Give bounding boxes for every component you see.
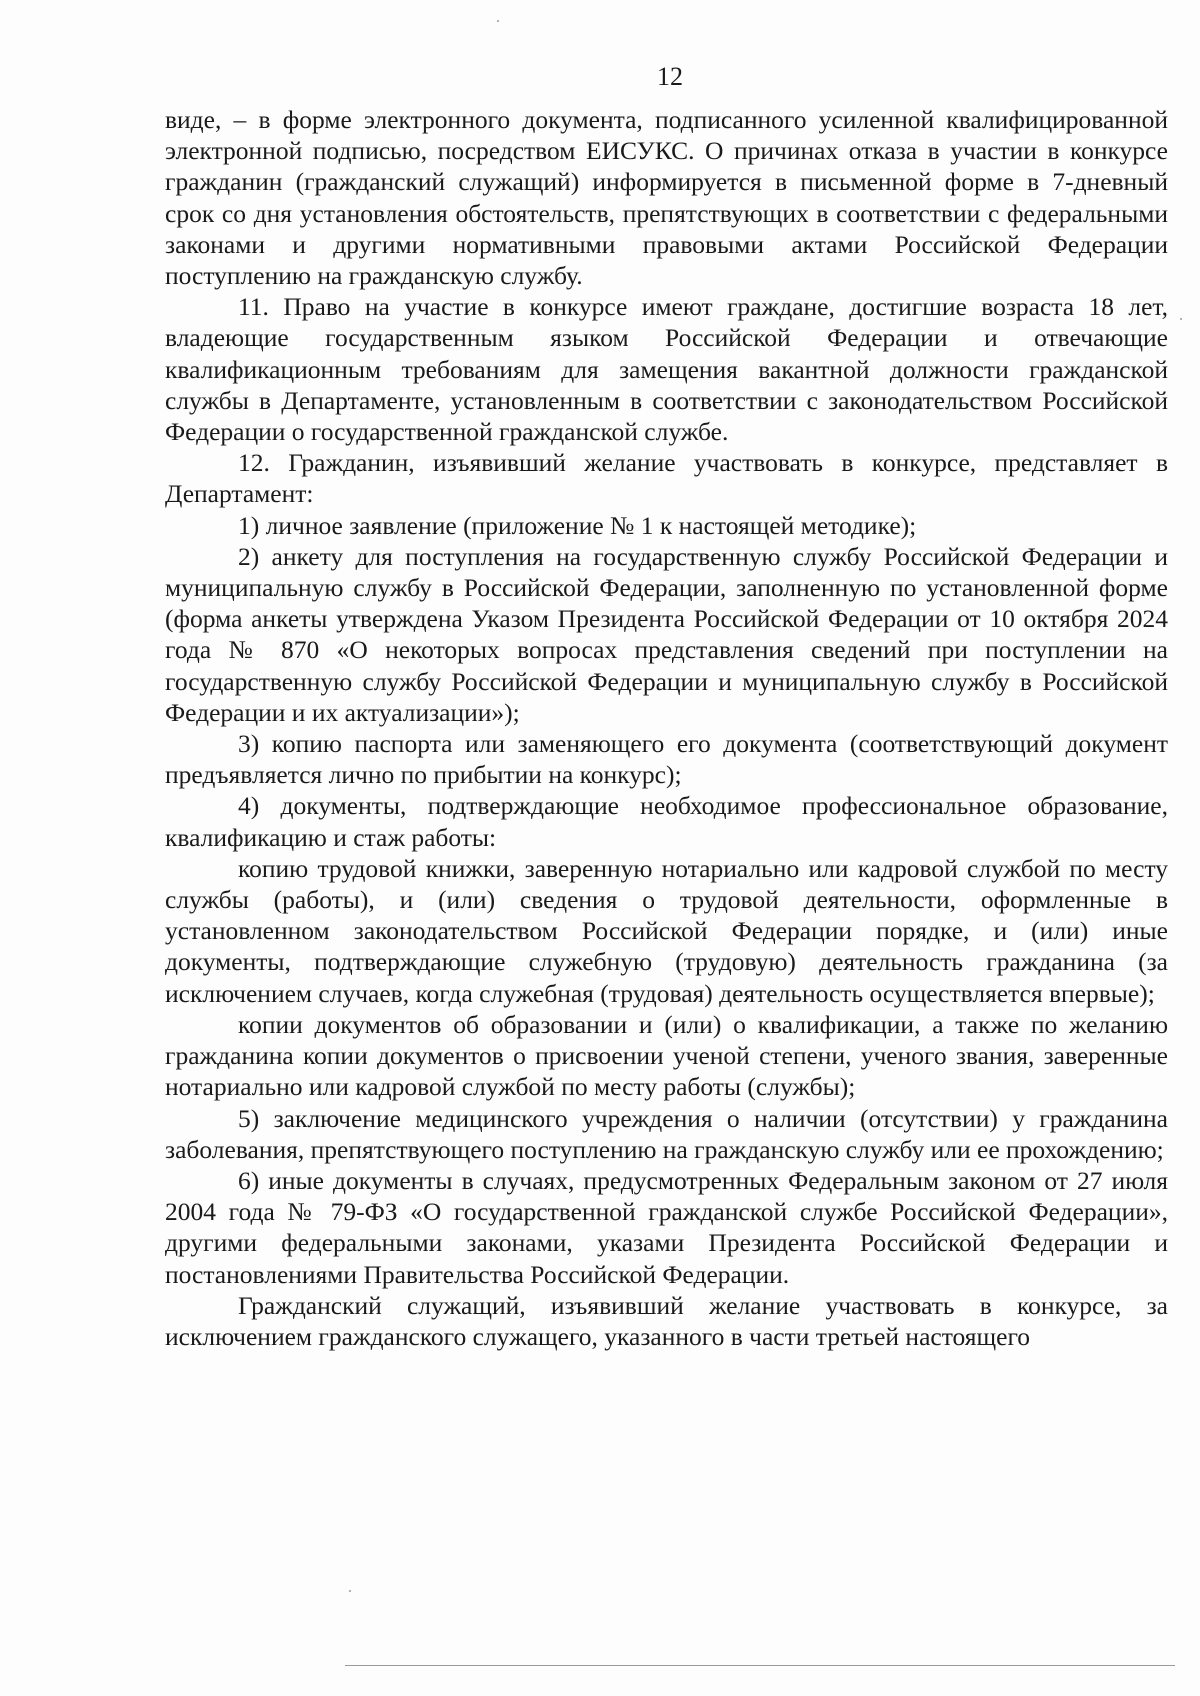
paragraph-continuation: виде, – в форме электронного документа, подписанного усиленной квалифицированной электронной подписью, посредством ЕИСУКС. О причинах отказа в участии в конкурсе гражданин (гражданский служащий) информируется в письменной форме в 7-дневный срок со дня установления обстоятельств, препятствующих в соответствии с федеральными законами и другими нормативными правовыми актами Российской Федерации поступлению на гражданскую службу. xyxy=(165,105,1168,291)
list-item-2: 2) анкету для поступления на государственную службу Российской Федерации и муниципальную службу в Российской Федерации, заполненную по установленной форме (форма анкеты утверждена Указом Президента Российской Федерации от 10 октября 2024 года № 870 «О некоторых вопросах представления сведений при поступлении на государственную службу Российской Федерации и муниципальную службу в Российской Федерации и их актуализации»); xyxy=(165,541,1168,727)
list-item-5: 5) заключение медицинского учреждения о наличии (отсутствии) у гражданина заболевания, препятствующего поступлению на гражданскую службу или ее прохождению; xyxy=(165,1103,1168,1164)
scan-speck xyxy=(1180,318,1182,320)
page-number: 12 xyxy=(657,62,683,91)
list-item-3: 3) копию паспорта или заменяющего его документа (соответствующий документ предъявляется лично по прибытии на конкурс); xyxy=(165,729,1168,790)
list-item-6: 6) иные документы в случаях, предусмотренных Федеральным законом от 27 июля 2004 года № 79-ФЗ «О государственной гражданской службе Российской Федерации», другими федеральными законами, указами Президента Российской Федерации и постановлениями Правительства Российской Федерации. xyxy=(165,1165,1168,1289)
list-item-4: 4) документы, подтверждающие необходимое профессиональное образование, квалификацию и стаж работы: xyxy=(165,791,1168,852)
document-body xyxy=(165,104,1168,1352)
list-item-4-education-copies: копии документов об образовании и (или) о квалификации, а также по желанию гражданина копии документов о присвоении ученой степени, ученого звания, заверенные нотариально или кадровой службой по месту работы (службы); xyxy=(165,1009,1168,1102)
scan-speck xyxy=(497,20,499,22)
list-item-1: 1) личное заявление (приложение № 1 к настоящей методике); xyxy=(238,510,917,540)
bottom-rule-line xyxy=(345,1665,1175,1666)
paragraph-item-12: 12. Гражданин, изъявивший желание участвовать в конкурсе, представляет в Департамент: xyxy=(165,448,1168,509)
paragraph-item-11: 11. Право на участие в конкурсе имеют граждане, достигшие возраста 18 лет, владеющие государственным языком Российской Федерации и отвечающие квалификационным требованиям для замещения вакантной должности гражданской службы в Департаменте, установленным в соответствии с законодательством Российской Федерации о государственной гражданской службе. xyxy=(165,292,1168,447)
list-item-4-labor-records: копию трудовой книжки, заверенную нотариально или кадровой службой по месту службы (работы), и (или) сведения о трудовой деятельности, оформленные в установленном законодательством Российской Федерации порядке, и (или) иные документы, подтверждающие служебную (трудовую) деятельность гражданина (за исключением случаев, когда служебная (трудовая) деятельность осуществляется впервые); xyxy=(165,853,1168,1008)
paragraph-civil-servant: Гражданский служащий, изъявивший желание участвовать в конкурсе, за исключением гражданского служащего, указанного в части третьей настоящего xyxy=(165,1290,1168,1351)
scan-speck xyxy=(349,1590,351,1592)
